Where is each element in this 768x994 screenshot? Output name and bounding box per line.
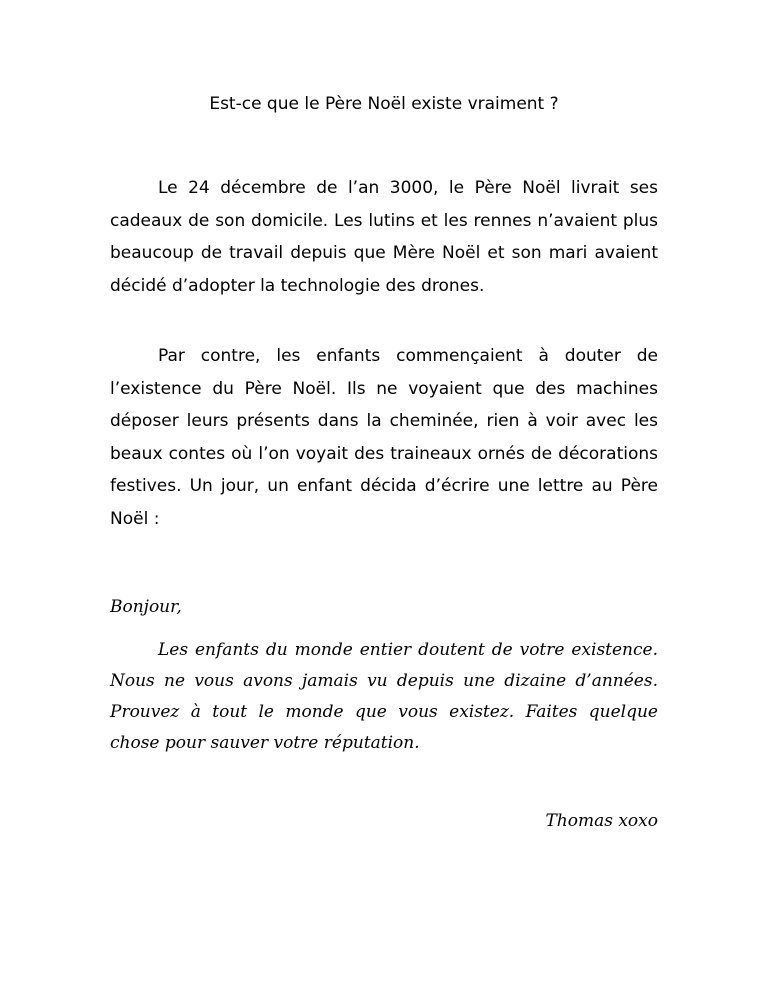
story-paragraph-2: Par contre, les enfants commençaient à douter de l’existence du Père Noël. Ils ne voyaient que des machines déposer leurs présents dans la cheminée, rien à voir avec les beaux contes où l’on voyait des traineaux ornés de décorations festives. Un jour, un enfant décida d’écrire une lettre au Père Noël : — [110, 346, 658, 529]
story-paragraph-1: Le 24 décembre de l’an 3000, le Père Noël livrait ses cadeaux de son domicile. Les lutins et les rennes n’avaient plus beaucoup de travail depuis que Mère Noël et son mari avaient décidé d’adopter la technologie des drones. — [110, 178, 658, 296]
letter-greeting: Bonjour, — [110, 597, 182, 617]
letter-body: Les enfants du monde entier doutent de votre existence. Nous ne vous avons jamais vu depuis une dizaine d’années. Prouvez à tout le monde que vous existez. Faites quelque chose pour sauver votre réputation. — [110, 640, 658, 753]
letter-signature: Thomas xoxo — [545, 811, 658, 831]
document-title: Est-ce que le Père Noël existe vraiment ? — [209, 94, 559, 114]
